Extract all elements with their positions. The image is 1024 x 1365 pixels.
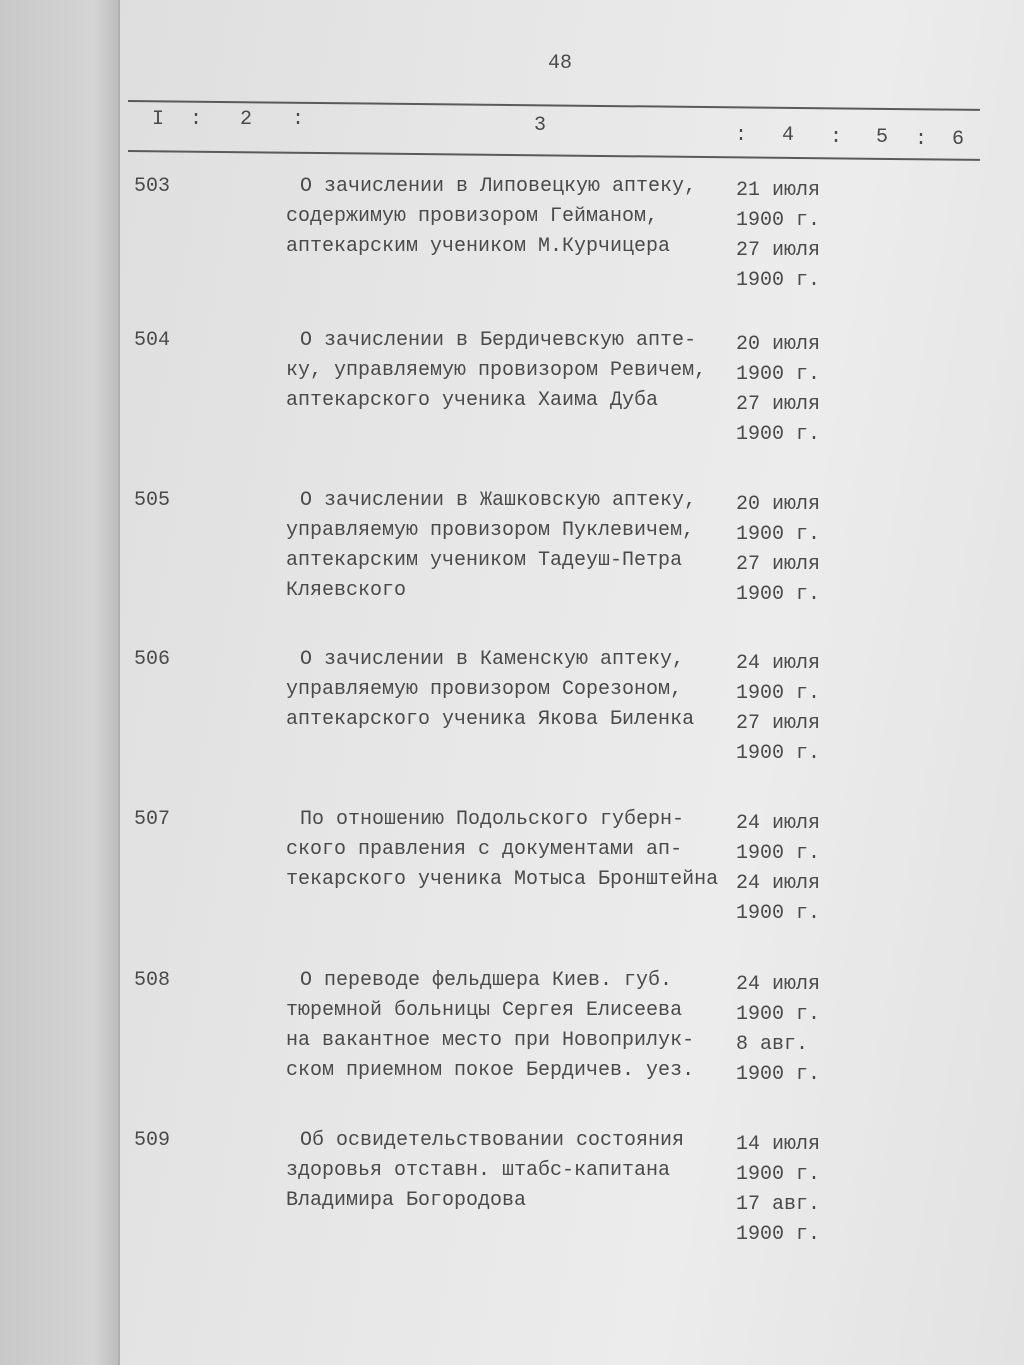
description-line: аптекарского ученика Хаима Дуба: [286, 389, 659, 412]
header-col-6: 6: [952, 128, 965, 151]
entry-dates: [736, 1130, 820, 1250]
description-line: здоровья отставн. штабс-капитана: [286, 1159, 671, 1182]
date-line: 21 июля: [736, 179, 821, 202]
date-line: 27 июля: [736, 239, 821, 262]
date-line: 1900 г.: [736, 742, 821, 765]
date-line: 27 июля: [736, 393, 821, 416]
header-sep: :: [915, 128, 928, 151]
header-rule-bottom: [128, 150, 980, 161]
description-line: управляемую провизором Пуклевичем,: [286, 519, 695, 542]
description-line: Владимира Богородова: [286, 1189, 527, 1212]
date-line: 8 авг.: [736, 1033, 809, 1056]
date-line: 1900 г.: [736, 842, 821, 865]
entry-dates: [736, 809, 820, 929]
date-line: 1900 г.: [736, 583, 821, 606]
header-col-3: 3: [534, 114, 547, 137]
date-line: 17 авг.: [736, 1193, 821, 1216]
date-line: 1900 г.: [736, 523, 821, 546]
entry-description: [286, 966, 694, 1086]
date-line: 1900 г.: [736, 1163, 821, 1186]
date-line: 1900 г.: [736, 1063, 821, 1086]
description-line: Кляевского: [286, 579, 407, 602]
entry-description: [286, 645, 694, 735]
description-line: управляемую провизором Сорезоном,: [286, 678, 683, 701]
description-line: текарского ученика Мотыса Бронштейна: [286, 868, 719, 891]
entry-dates: [736, 330, 820, 450]
header-sep: :: [292, 108, 305, 131]
header-sep: :: [190, 108, 203, 131]
date-line: 20 июля: [736, 493, 821, 516]
description-line: О зачислении в Липовецкую аптеку,: [300, 175, 697, 198]
date-line: 1900 г.: [736, 363, 821, 386]
entry-description: [286, 805, 718, 895]
date-line: 1900 г.: [736, 423, 821, 446]
header-col-2: 2: [240, 108, 253, 131]
date-line: 1900 г.: [736, 269, 821, 292]
description-line: О переводе фельдшера Киев. губ.: [300, 969, 673, 992]
description-line: аптекарским учеником М.Курчицера: [286, 235, 671, 258]
description-line: ском приемном покое Бердичев. уез.: [286, 1059, 695, 1082]
description-line: содержимую провизором Гейманом,: [286, 205, 659, 228]
description-line: ского правления с документами ап-: [286, 838, 683, 861]
entry-number: 508: [134, 969, 171, 992]
entry-description: [286, 486, 696, 606]
entry-number: 504: [134, 329, 171, 352]
date-line: 24 июля: [736, 812, 821, 835]
description-line: О зачислении в Жашковскую аптеку,: [300, 489, 697, 512]
entry-number: 505: [134, 489, 171, 512]
description-line: тюремной больницы Сергея Елисеева: [286, 999, 683, 1022]
entry-dates: [736, 970, 820, 1090]
date-line: 24 июля: [736, 872, 821, 895]
date-line: 1900 г.: [736, 209, 821, 232]
date-line: 27 июля: [736, 712, 821, 735]
date-line: 24 июля: [736, 652, 821, 675]
entry-description: [286, 1126, 684, 1216]
entry-number: 509: [134, 1129, 171, 1152]
entry-dates: [736, 176, 820, 296]
date-line: 27 июля: [736, 553, 821, 576]
header-col-1: I: [152, 108, 165, 131]
description-line: ку, управляемую провизором Ревичем,: [286, 359, 707, 382]
date-line: 1900 г.: [736, 1003, 821, 1026]
entry-number: 503: [134, 175, 171, 198]
page-number: 48: [548, 52, 573, 75]
description-line: Об освидетельствовании состояния: [300, 1129, 685, 1152]
header-rule-top: [128, 100, 980, 111]
description-line: О зачислении в Каменскую аптеку,: [300, 648, 685, 671]
date-line: 24 июля: [736, 973, 821, 996]
header-sep: :: [735, 124, 748, 147]
entry-dates: [736, 649, 820, 769]
previous-page-edge: [0, 0, 120, 1365]
entry-dates: [736, 490, 820, 610]
entry-description: [286, 172, 696, 262]
description-line: аптекарским учеником Тадеуш-Петра: [286, 549, 683, 572]
date-line: 1900 г.: [736, 682, 821, 705]
description-line: аптекарского ученика Якова Биленка: [286, 708, 695, 731]
date-line: 14 июля: [736, 1133, 821, 1156]
description-line: По отношению Подольского губерн-: [300, 808, 685, 831]
entry-description: [286, 326, 706, 416]
header-sep: :: [830, 126, 843, 149]
header-col-5: 5: [876, 126, 889, 149]
entry-number: 507: [134, 808, 171, 831]
entry-number: 506: [134, 648, 171, 671]
description-line: на вакантное место при Новоприлук-: [286, 1029, 695, 1052]
description-line: О зачислении в Бердичевскую апте-: [300, 329, 697, 352]
header-col-4: 4: [782, 124, 795, 147]
date-line: 1900 г.: [736, 1223, 821, 1246]
date-line: 1900 г.: [736, 902, 821, 925]
date-line: 20 июля: [736, 333, 821, 356]
